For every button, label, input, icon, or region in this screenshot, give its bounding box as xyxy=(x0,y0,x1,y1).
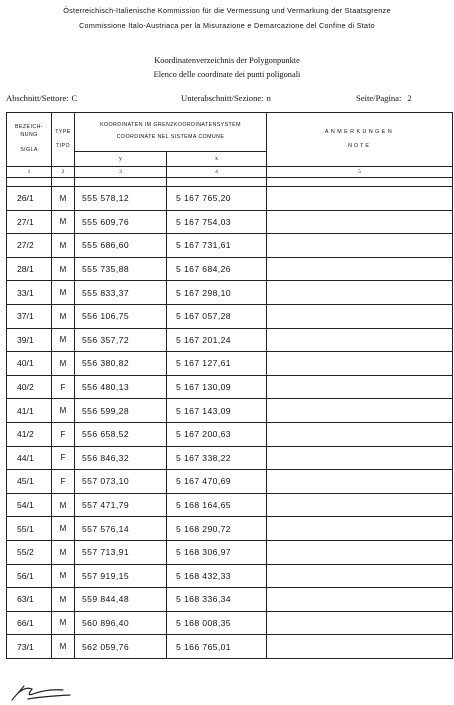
cell-point: 37/1 xyxy=(7,304,52,328)
table-row xyxy=(7,210,453,234)
cell-notes xyxy=(267,281,453,305)
cell-x: 5 167 130,09 xyxy=(167,375,267,399)
col-header-label-it: SIGLA xyxy=(20,147,38,154)
cell-x: 5 167 143,09 xyxy=(167,399,267,423)
cell-y: 562 059,76 xyxy=(75,635,167,659)
cell-point: 26/1 xyxy=(7,187,52,211)
cell-point: 55/2 xyxy=(7,540,52,564)
section-field xyxy=(6,93,77,103)
cell-type: M xyxy=(52,493,75,517)
cell-type: M xyxy=(52,187,75,211)
cell-notes xyxy=(267,470,453,494)
cell-point: 55/1 xyxy=(7,517,52,541)
cell-type: F xyxy=(52,470,75,494)
cell-notes xyxy=(267,517,453,541)
cell-type: M xyxy=(52,588,75,612)
cell-y: 556 380,82 xyxy=(75,352,167,376)
col-header-type-de: TYPE xyxy=(55,128,71,135)
cell-point: 63/1 xyxy=(7,588,52,612)
col-number: 2 xyxy=(52,167,75,178)
cell-point: 56/1 xyxy=(7,564,52,588)
cell-notes xyxy=(267,564,453,588)
cell-notes xyxy=(267,352,453,376)
cell-notes xyxy=(267,446,453,470)
table-row xyxy=(7,611,453,635)
cell-point: 41/2 xyxy=(7,422,52,446)
subsection-field xyxy=(181,93,271,103)
col-number: 5 xyxy=(267,167,453,178)
col-header-notes xyxy=(267,113,453,167)
cell-x: 5 167 127,61 xyxy=(167,352,267,376)
cell-x: 5 167 338,22 xyxy=(167,446,267,470)
table-row xyxy=(7,540,453,564)
table-row xyxy=(7,281,453,305)
cell-x: 5 168 432,33 xyxy=(167,564,267,588)
cell-notes xyxy=(267,328,453,352)
col-header-notes-it: NOTE xyxy=(348,142,371,149)
table-row xyxy=(7,493,453,517)
cell-type: M xyxy=(52,352,75,376)
cell-type: M xyxy=(52,210,75,234)
cell-point: 40/2 xyxy=(7,375,52,399)
cell-type: M xyxy=(52,635,75,659)
commission-header-de: Österreichisch-Italienische Kommission für die Vermessung und Vermarkung der Staatsgrenze xyxy=(63,6,391,15)
cell-y: 557 576,14 xyxy=(75,517,167,541)
cell-notes xyxy=(267,187,453,211)
cell-x: 5 167 731,61 xyxy=(167,234,267,258)
table-row xyxy=(7,588,453,612)
page-label: Seite/Pagina: xyxy=(356,93,402,103)
col-header-label-de: BEZEICH-NUNG xyxy=(15,123,43,138)
cell-notes xyxy=(267,210,453,234)
col-header-notes-de: ANMERKUNGEN xyxy=(324,128,395,135)
document-title-it: Elenco delle coordinate dei punti poligonali xyxy=(153,70,301,79)
cell-y: 556 106,75 xyxy=(75,304,167,328)
col-number: 1 xyxy=(7,167,52,178)
subsection-value: n xyxy=(266,93,271,103)
section-value: C xyxy=(71,93,78,103)
table-row xyxy=(7,399,453,423)
cell-x: 5 168 306,97 xyxy=(167,540,267,564)
cell-type: M xyxy=(52,304,75,328)
cell-type: M xyxy=(52,517,75,541)
table-row xyxy=(7,446,453,470)
cell-y: 555 609,76 xyxy=(75,210,167,234)
table-row xyxy=(7,564,453,588)
cell-x: 5 167 684,26 xyxy=(167,257,267,281)
cell-point: 54/1 xyxy=(7,493,52,517)
cell-type: M xyxy=(52,281,75,305)
cell-point: 41/1 xyxy=(7,399,52,423)
table-row xyxy=(7,328,453,352)
table-row xyxy=(7,635,453,659)
cell-notes xyxy=(267,588,453,612)
cell-x: 5 168 008,35 xyxy=(167,611,267,635)
cell-x: 5 167 765,20 xyxy=(167,187,267,211)
cell-x: 5 167 057,28 xyxy=(167,304,267,328)
cell-x: 5 168 164,65 xyxy=(167,493,267,517)
cell-y: 557 919,15 xyxy=(75,564,167,588)
cell-notes xyxy=(267,635,453,659)
col-header-coordinates xyxy=(75,113,267,152)
table-row xyxy=(7,422,453,446)
cell-type: M xyxy=(52,540,75,564)
col-header-coordinates-it: COORDINATE NEL SISTEMA COMUNE xyxy=(116,134,225,140)
cell-point: 73/1 xyxy=(7,635,52,659)
col-header-coordinates-de: KOORDINATEN IM GRENZKOORDINATENSYSTEM xyxy=(100,122,241,129)
subsection-label: Unterabschnitt/Sezione: xyxy=(181,93,264,103)
cell-point: 28/1 xyxy=(7,257,52,281)
cell-point: 44/1 xyxy=(7,446,52,470)
col-header-type xyxy=(52,113,75,167)
cell-notes xyxy=(267,257,453,281)
handwritten-signature xyxy=(8,683,78,703)
cell-x: 5 167 200,63 xyxy=(167,422,267,446)
cell-type: F xyxy=(52,422,75,446)
page-field xyxy=(356,93,412,103)
table-row xyxy=(7,187,453,211)
cell-y: 559 844,48 xyxy=(75,588,167,612)
cell-y: 560 896,40 xyxy=(75,611,167,635)
cell-notes xyxy=(267,611,453,635)
cell-y: 555 833,37 xyxy=(75,281,167,305)
col-number: 3 xyxy=(75,167,167,178)
cell-point: 33/1 xyxy=(7,281,52,305)
cell-type: M xyxy=(52,399,75,423)
col-number: 4 xyxy=(167,167,267,178)
cell-type: F xyxy=(52,446,75,470)
cell-x: 5 167 298,10 xyxy=(167,281,267,305)
table-row xyxy=(7,375,453,399)
cell-y: 557 073,10 xyxy=(75,470,167,494)
cell-y: 555 578,12 xyxy=(75,187,167,211)
document-title-de: Koordinatenverzeichnis der Polygonpunkte xyxy=(154,56,300,65)
cell-x: 5 168 336,34 xyxy=(167,588,267,612)
cell-y: 556 658,52 xyxy=(75,422,167,446)
cell-x: 5 166 765,01 xyxy=(167,635,267,659)
table-row xyxy=(7,352,453,376)
cell-point: 27/2 xyxy=(7,234,52,258)
cell-type: M xyxy=(52,328,75,352)
section-label: Abschnitt/Settore: xyxy=(6,93,69,103)
col-header-x: x xyxy=(167,152,267,167)
cell-type: F xyxy=(52,375,75,399)
cell-point: 27/1 xyxy=(7,210,52,234)
cell-y: 555 735,88 xyxy=(75,257,167,281)
cell-notes xyxy=(267,234,453,258)
cell-point: 45/1 xyxy=(7,470,52,494)
cell-point: 66/1 xyxy=(7,611,52,635)
cell-point: 40/1 xyxy=(7,352,52,376)
commission-header-it: Commissione Italo-Austriaca per la Misurazione e Demarcazione del Confine di Stato xyxy=(79,21,375,30)
table-row xyxy=(7,304,453,328)
cell-notes xyxy=(267,493,453,517)
cell-y: 556 357,72 xyxy=(75,328,167,352)
cell-y: 556 846,32 xyxy=(75,446,167,470)
cell-notes xyxy=(267,540,453,564)
cell-x: 5 167 201,24 xyxy=(167,328,267,352)
col-header-y: y xyxy=(75,152,167,167)
cell-type: M xyxy=(52,257,75,281)
cell-y: 556 599,28 xyxy=(75,399,167,423)
coordinate-table xyxy=(6,112,453,659)
table-row xyxy=(7,257,453,281)
cell-y: 557 471,79 xyxy=(75,493,167,517)
cell-x: 5 168 290,72 xyxy=(167,517,267,541)
cell-notes xyxy=(267,375,453,399)
page-value: 2 xyxy=(407,93,412,103)
cell-type: M xyxy=(52,611,75,635)
table-row xyxy=(7,470,453,494)
col-header-label xyxy=(7,113,52,167)
cell-x: 5 167 754,03 xyxy=(167,210,267,234)
cell-x: 5 167 470,69 xyxy=(167,470,267,494)
cell-type: M xyxy=(52,234,75,258)
cell-notes xyxy=(267,422,453,446)
cell-point: 39/1 xyxy=(7,328,52,352)
col-header-type-it: TIPO xyxy=(56,142,70,149)
table-row xyxy=(7,234,453,258)
table-row xyxy=(7,517,453,541)
cell-type: M xyxy=(52,564,75,588)
cell-y: 555 686,60 xyxy=(75,234,167,258)
cell-notes xyxy=(267,399,453,423)
cell-notes xyxy=(267,304,453,328)
cell-y: 556 480,13 xyxy=(75,375,167,399)
cell-y: 557 713,91 xyxy=(75,540,167,564)
